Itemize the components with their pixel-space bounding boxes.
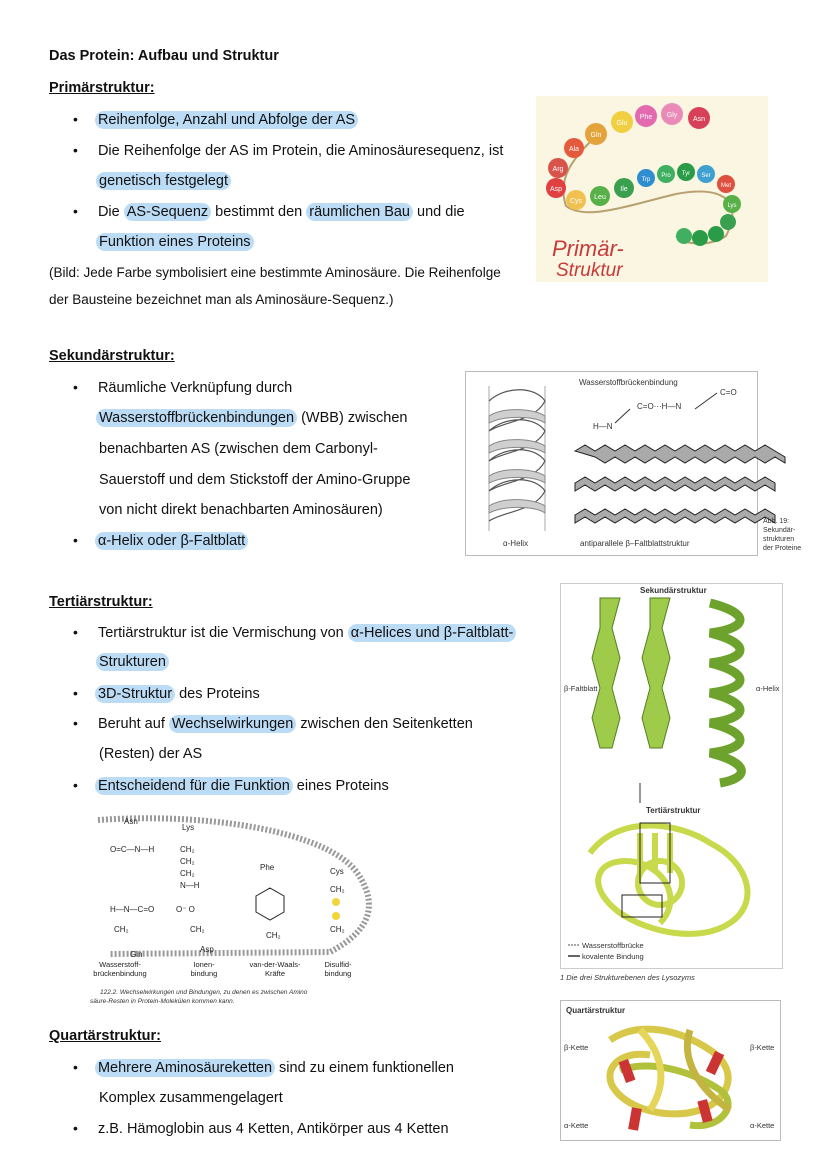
bead-label: Ile <box>620 186 628 193</box>
bullet-dot: • <box>73 379 78 395</box>
text: Die Reihenfolge der AS im Protein, die Aminosäuresequenz, ist <box>97 143 504 159</box>
text: des Proteins <box>175 686 260 702</box>
primary-image-label-2: Struktur <box>556 260 623 281</box>
text: zwischen den Seitenketten <box>296 716 473 732</box>
primary-note-2: der Bausteine bezeichnet man als Aminosäure-Sequenz.) <box>49 292 394 307</box>
secondary-line-4: Sauerstoff und dem Stickstoff der Amino-Gruppe <box>99 472 411 488</box>
svg-text:CH₂: CH₂ <box>330 925 345 934</box>
label-disulfide: Disulfid- <box>324 960 352 969</box>
label-ionic-b: bindung <box>190 969 218 978</box>
heading-quaternary: Quartärstruktur: <box>49 1028 161 1044</box>
svg-text:CH₂: CH₂ <box>190 925 205 934</box>
highlight: Entscheidend für die Funktion <box>95 777 293 795</box>
highlight: räumlichen Bau <box>306 203 413 221</box>
lys-label: Lys <box>182 823 195 832</box>
primary-bullet-2 <box>73 140 503 161</box>
secondary-line-2 <box>96 408 407 428</box>
highlight: 3D-Struktur <box>95 685 175 703</box>
text: Die <box>97 204 124 220</box>
svg-text:CH₂: CH₂ <box>266 931 281 940</box>
svg-text:CH₂: CH₂ <box>180 845 195 854</box>
svg-text:CH₂: CH₂ <box>180 857 195 866</box>
phe-label: Phe <box>260 863 275 872</box>
tertiary-bullet-1 <box>73 622 516 643</box>
helix-label: α-Helix <box>503 539 529 548</box>
gln-label: Gln <box>130 950 143 959</box>
text: und die <box>413 204 465 220</box>
amino-acid-chain-figure <box>536 96 768 282</box>
label-tertiary: Tertiärstruktur <box>646 806 701 815</box>
interaction-caption-1: 122.2. Wechselwirkungen und Bindungen, zu denen es zwischen Amino <box>100 989 308 996</box>
primary-bullet-2-cont <box>96 171 231 191</box>
quaternary-structure-image <box>560 1000 782 1142</box>
label-vdw: van-der-Waals- <box>249 960 301 969</box>
label-vdw-b: Kräfte <box>264 969 286 978</box>
sheet-label: antiparallele β–Faltblattstruktur <box>580 539 690 548</box>
text: z.B. Hämoglobin aus 4 Ketten, Antikörper aus 4 Ketten <box>97 1121 449 1137</box>
secondary-bullet-1 <box>73 377 292 398</box>
secondary-structure-figure <box>465 371 827 557</box>
bead-label: Cys <box>569 198 583 205</box>
svg-text:O⁻ O: O⁻ O <box>176 905 195 914</box>
highlight: Wasserstoffbrückenbindungen <box>96 409 297 427</box>
secondary-bullet-2 <box>73 530 248 551</box>
svg-text:C=O: C=O <box>720 388 737 397</box>
text: Beruht auf <box>97 716 169 732</box>
secondary-line-5: von nicht direkt benachbarten Aminosäuren) <box>99 502 383 518</box>
label-alpha-helix: α-Helix <box>756 684 780 693</box>
bead-label: Asp <box>549 186 563 193</box>
beta-chain-right: β-Kette <box>750 1043 775 1052</box>
bead-label: Arg <box>552 166 564 173</box>
lysozyme-caption: 1 Die drei Strukturebenen des Lysozyms <box>560 973 695 982</box>
caption-1: Abb. 19: <box>763 518 790 525</box>
side-chain-interactions-figure <box>90 812 380 1012</box>
quaternary-bullet-1-cont: Komplex zusammengelagert <box>99 1090 283 1106</box>
text: Räumliche Verknüpfung durch <box>97 380 293 396</box>
tertiary-bullet-2 <box>73 683 260 704</box>
secondary-structure-image <box>465 371 827 557</box>
bullet-dot: • <box>73 1059 78 1075</box>
text: bestimmt den <box>211 204 307 220</box>
bullet-dot: • <box>73 142 78 158</box>
quaternary-bullet-2 <box>73 1118 449 1139</box>
bead-label: Lys <box>727 203 737 209</box>
alpha-chain-right: α-Kette <box>750 1121 775 1130</box>
svg-text:CH₂: CH₂ <box>180 869 195 878</box>
caption-4: der Proteine <box>763 545 802 552</box>
bead-label: Ser <box>701 173 711 179</box>
label-disulfide-b: bindung <box>324 969 352 978</box>
bead-label: Met <box>720 183 732 189</box>
svg-text:C=O···H—N: C=O···H—N <box>637 402 682 411</box>
tertiary-structure-image <box>560 583 785 985</box>
text: eines Proteins <box>292 778 389 794</box>
tertiary-bullet-4 <box>73 775 389 796</box>
bead-label: Leu <box>594 194 606 201</box>
beta-chain-left: β-Kette <box>564 1043 589 1052</box>
quaternary-bullet-1 <box>73 1057 454 1078</box>
label-ionic: Ionen- <box>193 960 215 969</box>
bullet-dot: • <box>73 1120 78 1136</box>
tertiary-bullet-3-cont: (Resten) der AS <box>99 746 203 762</box>
tertiary-bullet-1-cont <box>96 652 169 672</box>
lysozyme-figure <box>560 583 785 985</box>
hbond-label: Wasserstoffbrückenbindung <box>579 378 678 387</box>
secondary-line-3: benachbarten AS (zwischen dem Carbonyl- <box>99 441 378 457</box>
highlight: genetisch festgelegt <box>96 172 231 190</box>
bullet-dot: • <box>73 715 78 731</box>
svg-text:CH₂: CH₂ <box>330 885 345 894</box>
bead-label: Phe <box>639 114 653 121</box>
heading-primary: Primärstruktur: <box>49 80 155 96</box>
cys-label: Cys <box>330 867 344 876</box>
bullet-dot: • <box>73 685 78 701</box>
bead-label: Gly <box>666 112 678 119</box>
bead-label: Tyr <box>681 171 691 177</box>
highlight: AS-Sequenz <box>124 203 211 221</box>
label-hbond: Wasserstoff- <box>99 960 141 969</box>
caption-3: strukturen <box>763 536 795 543</box>
text: (WBB) zwischen <box>297 410 408 426</box>
highlight: Strukturen <box>96 653 169 671</box>
interactions-image <box>90 812 380 1012</box>
bullet-dot: • <box>73 111 78 127</box>
highlight: Wechselwirkungen <box>169 715 296 733</box>
primary-image-label-1: Primär- <box>552 236 624 261</box>
highlight: α-Helix oder β-Faltblatt <box>95 532 248 550</box>
primary-bullet-3-cont <box>96 232 254 252</box>
label-beta-sheet: β-Faltblatt <box>564 684 598 693</box>
primary-structure-image <box>536 96 768 282</box>
bullet-dot: • <box>73 203 78 219</box>
legend-covalent: kovalente Bindung <box>582 952 644 961</box>
svg-text:H—N—C=O: H—N—C=O <box>110 905 155 914</box>
interaction-caption-2: säure-Resten in Protein-Molekülen kommen kann. <box>90 998 235 1005</box>
tertiary-bullet-3 <box>73 713 473 734</box>
bullet-dot: • <box>73 624 78 640</box>
asp-label: Asp <box>200 945 214 954</box>
bead-label: Pro <box>661 173 671 179</box>
bead-label: Asn <box>692 116 706 123</box>
heading-secondary: Sekundärstruktur: <box>49 348 175 364</box>
bead-label: Glu <box>616 120 628 127</box>
highlight: α-Helices und β-Faltblatt- <box>348 624 517 642</box>
bullet-dot: • <box>73 532 78 548</box>
highlight: Funktion eines Proteins <box>96 233 254 251</box>
text: Tertiärstruktur ist die Vermischung von <box>97 625 348 641</box>
hemoglobin-figure <box>560 1000 782 1142</box>
highlight: Mehrere Aminosäureketten <box>95 1059 275 1077</box>
asn-label: Asn <box>124 817 138 826</box>
heading-tertiary: Tertiärstruktur: <box>49 594 153 610</box>
label-hbond-b: brückenbindung <box>93 969 147 978</box>
quaternary-title: Quartärstruktur <box>566 1006 626 1015</box>
bead-label: Ala <box>568 146 580 153</box>
primary-bullet-3 <box>73 201 465 222</box>
bullet-dot: • <box>73 777 78 793</box>
bead-label: Trp <box>641 177 651 183</box>
alpha-chain-left: α-Kette <box>564 1121 589 1130</box>
svg-text:H—N: H—N <box>593 422 613 431</box>
svg-text:O=C—N—H: O=C—N—H <box>110 845 155 854</box>
svg-text:CH₂: CH₂ <box>114 925 129 934</box>
primary-note-1: (Bild: Jede Farbe symbolisiert eine bestimmte Aminosäure. Die Reihenfolge <box>49 265 501 280</box>
page-title: Das Protein: Aufbau und Struktur <box>49 48 279 64</box>
svg-text:N—H: N—H <box>180 881 200 890</box>
legend-hbond: Wasserstoffbrücke <box>582 941 644 950</box>
bead-label: Gln <box>590 132 602 139</box>
primary-bullet-1 <box>73 109 358 130</box>
text: sind zu einem funktionellen <box>275 1060 454 1076</box>
highlight: Reihenfolge, Anzahl und Abfolge der AS <box>95 111 358 129</box>
caption-2: Sekundär- <box>763 527 796 534</box>
label-secondary: Sekundärstruktur <box>640 586 707 595</box>
